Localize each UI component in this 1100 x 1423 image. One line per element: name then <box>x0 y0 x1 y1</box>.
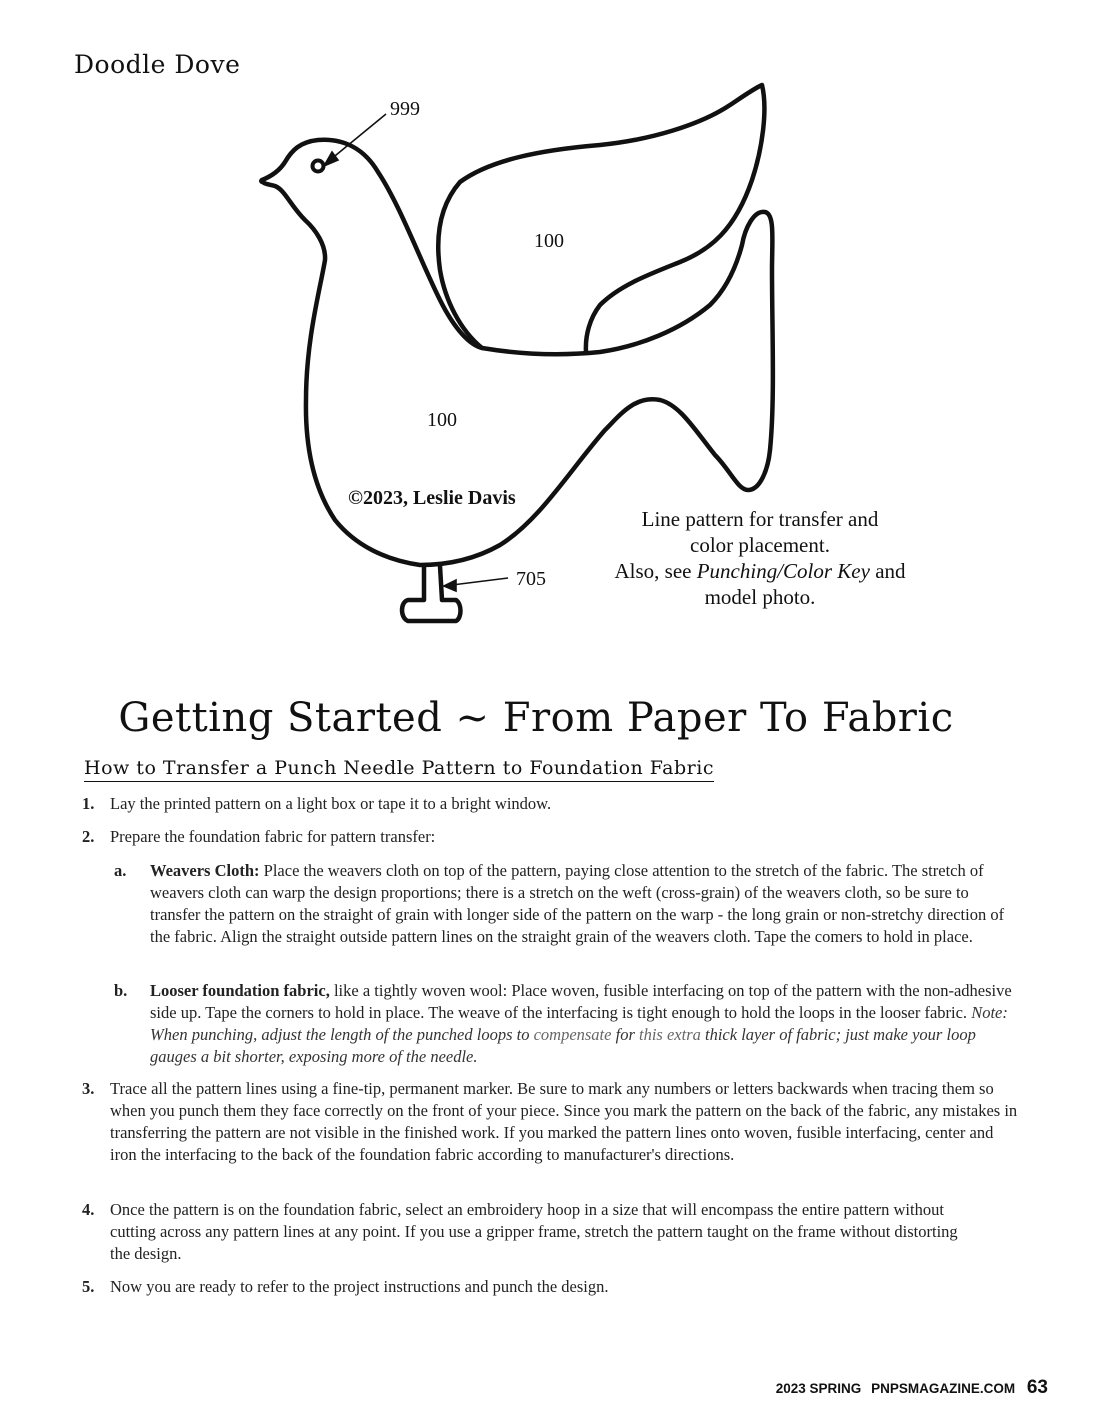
step-text: Prepare the foundation fabric for pattern transfer: <box>110 827 436 846</box>
copyright-notice: ©2023, Leslie Davis <box>348 487 516 509</box>
substep-heading: Weavers Cloth: <box>150 861 260 880</box>
note-text: thick layer of fabric; just make your loop gauges a bit shorter, exposing more of the needle. <box>150 1025 976 1066</box>
substep-text <box>150 860 1014 948</box>
note-text: compensate <box>533 1025 612 1044</box>
dove-body-outline <box>262 140 773 565</box>
body-color-label: 100 <box>427 409 457 431</box>
caption-line: model photo. <box>704 585 816 609</box>
pattern-title: Doodle Dove <box>74 50 241 79</box>
eye-leader-arrowhead <box>324 152 338 166</box>
substep-heading: Looser foundation fabric, <box>150 981 330 1000</box>
section-subheading: How to Transfer a Punch Needle Pattern to Foundation Fabric <box>84 757 714 782</box>
caption-reference: Punching/Color Key <box>696 559 870 583</box>
step-text: Lay the printed pattern on a light box or tape it to a bright window. <box>110 794 552 813</box>
instruction-substep <box>114 860 1014 948</box>
eye-leader-line <box>330 114 386 160</box>
eye-color-label: 999 <box>390 98 420 120</box>
step-number: 3. <box>82 1079 95 1098</box>
substep-letter: a. <box>114 861 127 880</box>
page-footer <box>776 1377 1048 1399</box>
caption-text: Also, see <box>614 559 697 583</box>
pattern-caption <box>590 506 930 610</box>
footer-website: PNPSMAGAZINE.COM <box>871 1381 1016 1396</box>
dove-eye <box>313 161 324 172</box>
step-number: 2. <box>82 827 95 846</box>
dove-line-pattern <box>0 0 1100 660</box>
instruction-step <box>82 1078 1022 1166</box>
instruction-step <box>82 826 1022 848</box>
leg-leader-line <box>452 578 508 585</box>
step-text: Once the pattern is on the foundation fabric, select an embroidery hoop in a size that will encompass the entire pattern without cutting across any pattern lines at any point. If you use a gripper frame, stretch the pattern taught on the frame without distorting the design. <box>110 1200 958 1263</box>
leg-leader-arrowhead <box>444 580 456 591</box>
substep-letter: b. <box>114 981 128 1000</box>
step-number: 4. <box>82 1200 95 1219</box>
dove-leg <box>402 566 461 621</box>
dove-upper-wing <box>438 85 764 352</box>
instruction-step <box>82 1199 962 1265</box>
caption-text: and <box>869 559 906 583</box>
step-text: Now you are ready to refer to the project instructions and punch the design. <box>110 1277 609 1296</box>
note-text: Note: When punching, adjust the length of the punched loops to <box>150 1003 1008 1044</box>
instruction-step <box>82 1276 1022 1298</box>
footer-issue: 2023 SPRING <box>775 1381 862 1396</box>
page-number: 63 <box>1026 1377 1048 1398</box>
substep-body: like a tightly woven wool: Place woven, fusible interfacing on top of the pattern with the non-adhesive side up. Tape the corners to hold in place. The weave of the interfacing is tight enough to hold the loops in the looser fabric. <box>150 981 1012 1022</box>
wing-color-label: 100 <box>534 230 564 252</box>
substep-text <box>150 980 1014 1068</box>
section-title <box>0 695 1100 741</box>
step-number: 1. <box>82 794 95 813</box>
step-number: 5. <box>82 1277 95 1296</box>
note-text: this extra <box>639 1025 701 1044</box>
note-text: for <box>611 1025 639 1044</box>
substep-body: Place the weavers cloth on top of the pattern, paying close attention to the stretch of the fabric. The stretch of weavers cloth can warp the design proportions; there is a stretch on the weft (cross-grain) of the weavers cloth, so be sure to transfer the pattern on the straight of grain with longer side of the pattern on the warp - the long grain or non-stretchy direction of the fabric. Align the straight outside pattern lines on the straight grain of the weavers cloth. Tape the comers to hold in place. <box>150 861 1005 946</box>
instruction-step <box>82 793 1022 815</box>
caption-line: Line pattern for transfer and <box>641 507 879 531</box>
step-text: Trace all the pattern lines using a fine-tip, permanent marker. Be sure to mark any numbers or letters backwards when tracing them so when you punch them they face correctly on the front of your piece. Since you mark the pattern on the back of the fabric, any mistakes in transferring the pattern are not visible in the finished work. If you marked the pattern lines onto woven, fusible interfacing, center and iron the interfacing to the back of the foundation fabric according to manufacturer's directions. <box>110 1079 1018 1164</box>
leg-color-label: 705 <box>516 568 546 590</box>
dove-beak-tip <box>259 178 265 184</box>
instruction-substep <box>114 980 1014 1068</box>
caption-line <box>590 558 930 584</box>
caption-line: color placement. <box>690 533 830 557</box>
section-title-text: Getting Started ~ From Paper To Fabric <box>118 695 954 741</box>
